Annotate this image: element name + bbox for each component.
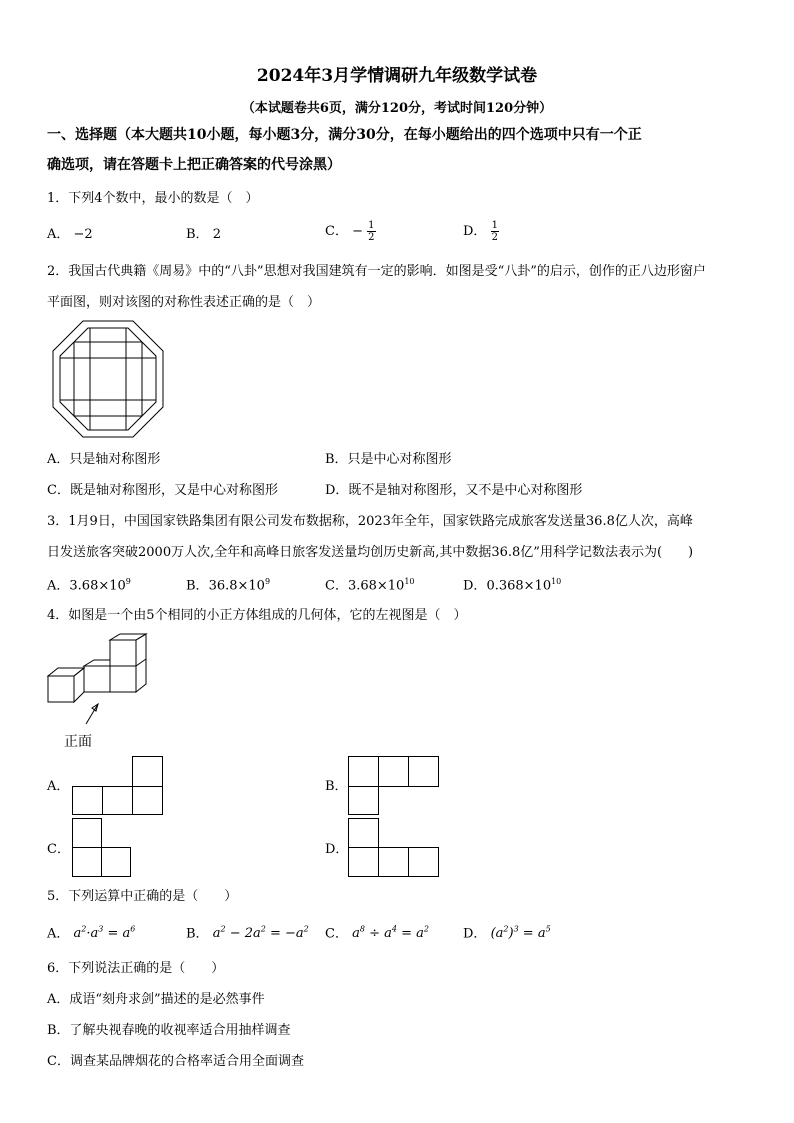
q5-option-a-expression: $a^2\cdot a^3 = a^6$ bbox=[73, 925, 136, 942]
q1-option-d[interactable] bbox=[463, 220, 499, 243]
page-title: 2024年3月学情调研九年级数学试卷 bbox=[256, 66, 538, 86]
q1-option-d-fraction bbox=[491, 220, 499, 243]
q2-option-d[interactable]: D．既不是轴对称图形，又不是中心对称图形 bbox=[325, 483, 583, 498]
q3-option-c-exponent: 10 bbox=[404, 577, 415, 586]
q5-stem: 5．下列运算中正确的是（ ） bbox=[47, 889, 238, 904]
q2-option-a[interactable]: A．只是轴对称图形 bbox=[47, 452, 161, 467]
q1-option-d-numerator: 1 bbox=[491, 220, 498, 231]
q4-option-a-figure[interactable] bbox=[72, 756, 164, 816]
q4-option-d-label[interactable]: D． bbox=[325, 842, 349, 857]
q3-option-b-exponent: 9 bbox=[264, 577, 271, 586]
q1-option-c[interactable] bbox=[325, 220, 376, 243]
q2-option-c[interactable]: C．既是轴对称图形，又是中心对称图形 bbox=[47, 483, 278, 498]
q3-option-d[interactable] bbox=[463, 578, 561, 592]
page-subtitle: （本试题卷共6页，满分120分，考试时间120分钟） bbox=[241, 101, 553, 116]
q4-option-c-figure[interactable] bbox=[72, 818, 134, 878]
q1-option-a-value: −2 bbox=[73, 227, 93, 242]
q5-option-d-expression: $(a^2)^3 = a^5$ bbox=[490, 925, 551, 942]
q3-option-a-label: A． bbox=[47, 578, 70, 594]
q3-option-d-label: D． bbox=[463, 578, 487, 594]
q5-option-d-label: D． bbox=[463, 926, 487, 942]
q1-option-c-fraction bbox=[367, 220, 375, 243]
q6-option-c[interactable]: C．调查某品牌烟花的合格率适合用全面调查 bbox=[47, 1054, 304, 1069]
q3-option-b-label: B． bbox=[186, 578, 209, 594]
q2-stem-line1: 2．我国古代典籍《周易》中的“八卦”思想对我国建筑有一定的影响．如图是受“八卦”的启示，创作的正八边形窗户 bbox=[47, 264, 706, 279]
q3-option-c[interactable] bbox=[325, 578, 415, 592]
q5-option-a[interactable] bbox=[47, 926, 135, 940]
octagon-outer bbox=[53, 321, 163, 437]
q3-stem-line1: 3．1月9日，中国国家铁路集团有限公司发布数据称，2023年全年，国家铁路完成旅客发送量36.8亿人次，高峰 bbox=[47, 514, 693, 529]
q2-stem-line2: 平面图，则对该图的对称性表述正确的是（ ） bbox=[47, 295, 321, 310]
q4-option-d-figure[interactable] bbox=[348, 818, 440, 878]
q1-option-c-sign: − bbox=[352, 224, 363, 239]
q4-option-b-figure[interactable] bbox=[348, 756, 440, 816]
q5-option-b[interactable] bbox=[186, 926, 309, 940]
q3-option-a-exponent: 9 bbox=[125, 577, 131, 586]
q3-option-b-base: 36.8×10 bbox=[208, 578, 265, 594]
q1-option-a-label: A． bbox=[47, 227, 70, 242]
front-view-label: 正面 bbox=[64, 734, 92, 750]
q5-option-b-expression: $a^2 - 2a^2 = -a^2$ bbox=[212, 925, 309, 942]
q1-option-d-denominator: 2 bbox=[491, 232, 498, 243]
q1-stem: 1．下列4个数中，最小的数是（ ） bbox=[47, 191, 259, 206]
q1-option-b-value: 2 bbox=[212, 227, 221, 242]
q1-option-a[interactable] bbox=[47, 228, 93, 241]
q5-option-d[interactable] bbox=[463, 926, 551, 940]
q4-stem: 4．如图是一个由5个相同的小正方体组成的几何体，它的左视图是（ ） bbox=[47, 608, 467, 623]
q5-option-c-label: C． bbox=[325, 926, 348, 942]
q3-option-b[interactable] bbox=[186, 578, 270, 592]
q3-option-a-base: 3.68×10 bbox=[69, 578, 126, 594]
q5-option-b-label: B． bbox=[186, 926, 209, 942]
q4-option-a-label[interactable]: A． bbox=[47, 779, 70, 794]
q5-option-c-expression: $a^8 \div a^4 = a^2$ bbox=[352, 925, 429, 942]
section-heading-line2: 确选项，请在答题卡上把正确答案的代号涂黑） bbox=[47, 157, 341, 173]
q3-option-a[interactable] bbox=[47, 578, 131, 592]
q6-option-b[interactable]: B．了解央视春晚的收视率适合用抽样调查 bbox=[47, 1023, 291, 1038]
q5-option-a-label: A． bbox=[47, 926, 70, 942]
q3-option-d-base: 0.368×10 bbox=[486, 578, 552, 594]
cube-solid-figure bbox=[46, 634, 156, 734]
q6-stem: 6．下列说法正确的是（ ） bbox=[47, 961, 225, 976]
q1-option-c-denominator: 2 bbox=[368, 232, 375, 243]
q3-stem-line2: 日发送旅客突破2000万人次,全年和高峰日旅客发送量均创历史新高,其中数据36.8亿”用科学记数法表示为( ) bbox=[47, 545, 694, 560]
q2-option-b[interactable]: B．只是中心对称图形 bbox=[325, 452, 452, 467]
q6-option-a[interactable]: A．成语“刻舟求剑”描述的是必然事件 bbox=[47, 992, 265, 1007]
q3-option-c-label: C． bbox=[325, 578, 348, 594]
q1-option-b-label: B． bbox=[186, 227, 209, 242]
q4-option-c-label[interactable]: C． bbox=[47, 842, 70, 857]
section-heading-line1: 一、选择题（本大题共10小题，每小题3分，满分30分，在每小题给出的四个选项中只有一个正 bbox=[47, 127, 642, 143]
q1-option-c-label: C． bbox=[325, 224, 348, 239]
octagon-window-figure bbox=[52, 320, 164, 438]
q3-option-d-exponent: 10 bbox=[551, 577, 562, 586]
q5-option-c[interactable] bbox=[325, 926, 429, 940]
q1-option-d-label: D． bbox=[463, 224, 487, 239]
q3-option-c-base: 3.68×10 bbox=[347, 578, 405, 594]
q4-option-b-label[interactable]: B． bbox=[325, 779, 348, 794]
q1-option-b[interactable] bbox=[186, 228, 221, 241]
q1-option-c-numerator: 1 bbox=[368, 220, 375, 231]
